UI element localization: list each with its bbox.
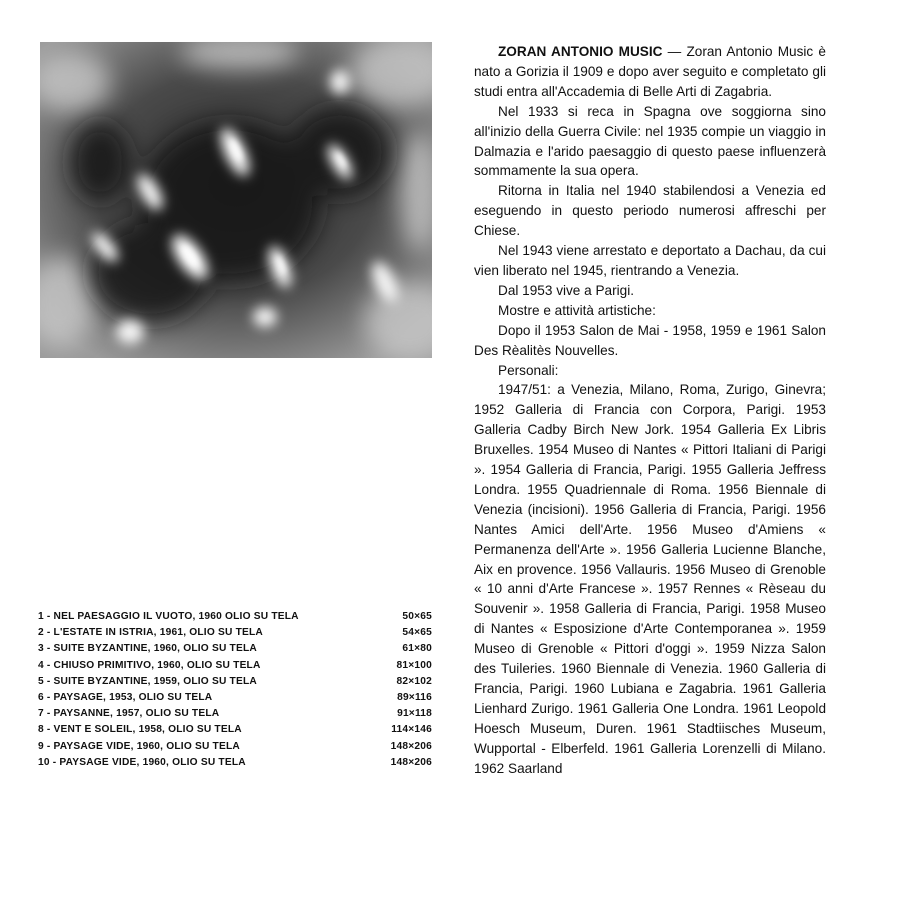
artwork-image bbox=[40, 42, 432, 358]
work-title: 3 - SUITE BYZANTINE, 1960, OLIO SU TELA bbox=[38, 643, 257, 655]
bio-paragraph: Dal 1953 vive a Parigi. bbox=[498, 282, 635, 298]
work-size: 54×65 bbox=[402, 627, 432, 639]
work-title: 8 - VENT E SOLEIL, 1958, OLIO SU TELA bbox=[38, 724, 242, 736]
artist-biography bbox=[474, 42, 826, 779]
work-item bbox=[38, 741, 438, 757]
bio-intro-text: — Zoran Antonio Music è nato a Gorizia il 1909 e dopo aver seguito e completato gli studi entra all'Accademia di Belle Arti di Zagabria. bbox=[474, 44, 826, 99]
bio-paragraph: Nel 1943 viene arrestato e deportato a Dachau, da cui vien liberato nel 1945, rientrando a Venezia. bbox=[474, 243, 826, 278]
bio-paragraph: Mostre e attività artistiche: bbox=[498, 302, 656, 318]
work-item bbox=[38, 692, 438, 708]
work-size: 81×100 bbox=[396, 659, 432, 671]
work-title: 4 - CHIUSO PRIMITIVO, 1960, OLIO SU TELA bbox=[38, 659, 261, 671]
work-title: 2 - L'ESTATE IN ISTRIA, 1961, OLIO SU TELA bbox=[38, 627, 263, 639]
work-title: 5 - SUITE BYZANTINE, 1959, OLIO SU TELA bbox=[38, 675, 257, 687]
bio-paragraph: Dopo il 1953 Salon de Mai - 1958, 1959 e 1961 Salon Des Rèalitès Nouvelles. bbox=[474, 322, 826, 358]
work-size: 61×80 bbox=[402, 643, 432, 655]
work-title: 9 - PAYSAGE VIDE, 1960, OLIO SU TELA bbox=[38, 740, 240, 752]
work-size: 82×102 bbox=[396, 675, 432, 687]
work-title: 1 - NEL PAESAGGIO IL VUOTO, 1960 OLIO SU TELA bbox=[38, 611, 299, 622]
bio-paragraph: Ritorna in Italia nel 1940 stabilendosi a Venezia ed eseguendo in questo periodo numerosi affreschi per Chiese. bbox=[474, 183, 826, 239]
work-item bbox=[38, 643, 438, 659]
work-item bbox=[38, 724, 438, 740]
works-list bbox=[38, 611, 438, 773]
work-size: 148×206 bbox=[390, 756, 432, 768]
bio-paragraph: 1947/51: a Venezia, Milano, Roma, Zurigo, Ginevra; 1952 Galleria di Francia con Corpora, Parigi. 1953 Galleria Cadby Birch New Jork. 1954 Galleria Ex Libris Bruxelles. 1954 Museo di Nantes « Pittori Italiani di Parigi ». 1954 Galleria di Francia, Parigi. 1955 Galleria Jeffress Londra. 1955 Quadriennale di Roma. 1956 Biennale di Venezia (incisioni). 1956 Galleria di Francia, Parigi. 1956 Nantes Amici dell'Arte. 1956 Museo d'Amiens « Permanenza dell'Arte ». 1956 Galleria Lucienne Blanche, Aix en provence. 1956 Vallauris. 1956 Museo di Grenoble « 10 anni d'Arte Francese ». 1957 Rennes « Rèseau du Souvenir ». 1958 Galleria di Francia, Parigi. 1958 Museo di Nantes « Esposizione d'Arte Contemporanea ». 1959 Museo di Grenoble « Pittori d'oggi ». 1959 Nizza Salon des Tuileries. 1960 Biennale di Venezia. 1960 Galleria di Francia, Parigi. 1960 Lubiana e Zagabria. 1961 Galleria Lienhard Zurigo. 1961 Galleria One Londra. 1961 Leopold Hoesch Museum, Duren. 1961 Stadtiisches Museum, Wupportal - Elberfeld. 1961 Galleria Lorenzelli di Milano. 1962 Saarland bbox=[474, 382, 826, 776]
bio-intro-paragraph bbox=[474, 42, 826, 102]
work-item bbox=[38, 708, 438, 724]
work-title: 7 - PAYSANNE, 1957, OLIO SU TELA bbox=[38, 708, 220, 720]
work-item bbox=[38, 611, 438, 627]
work-item bbox=[38, 627, 438, 643]
work-size: 91×118 bbox=[397, 708, 432, 720]
bio-paragraph: Nel 1933 si reca in Spagna ove soggiorna sino all'inizio della Guerra Civile: nel 1935 compie un viaggio in Dalmazia e l'arido paesaggio di questo paese influenzerà sommamente la sua opera. bbox=[474, 103, 826, 179]
work-title: 10 - PAYSAGE VIDE, 1960, OLIO SU TELA bbox=[38, 756, 246, 768]
work-size: 148×206 bbox=[390, 740, 432, 752]
work-item bbox=[38, 757, 438, 773]
work-item bbox=[38, 660, 438, 676]
bio-paragraph: Personali: bbox=[498, 362, 559, 378]
work-size: 114×146 bbox=[391, 724, 432, 736]
work-size: 89×116 bbox=[397, 691, 432, 703]
artist-name-heading: ZORAN ANTONIO MUSIC bbox=[498, 44, 663, 59]
work-item bbox=[38, 676, 438, 692]
work-title: 6 - PAYSAGE, 1953, OLIO SU TELA bbox=[38, 691, 213, 703]
work-size: 50×65 bbox=[402, 611, 432, 622]
